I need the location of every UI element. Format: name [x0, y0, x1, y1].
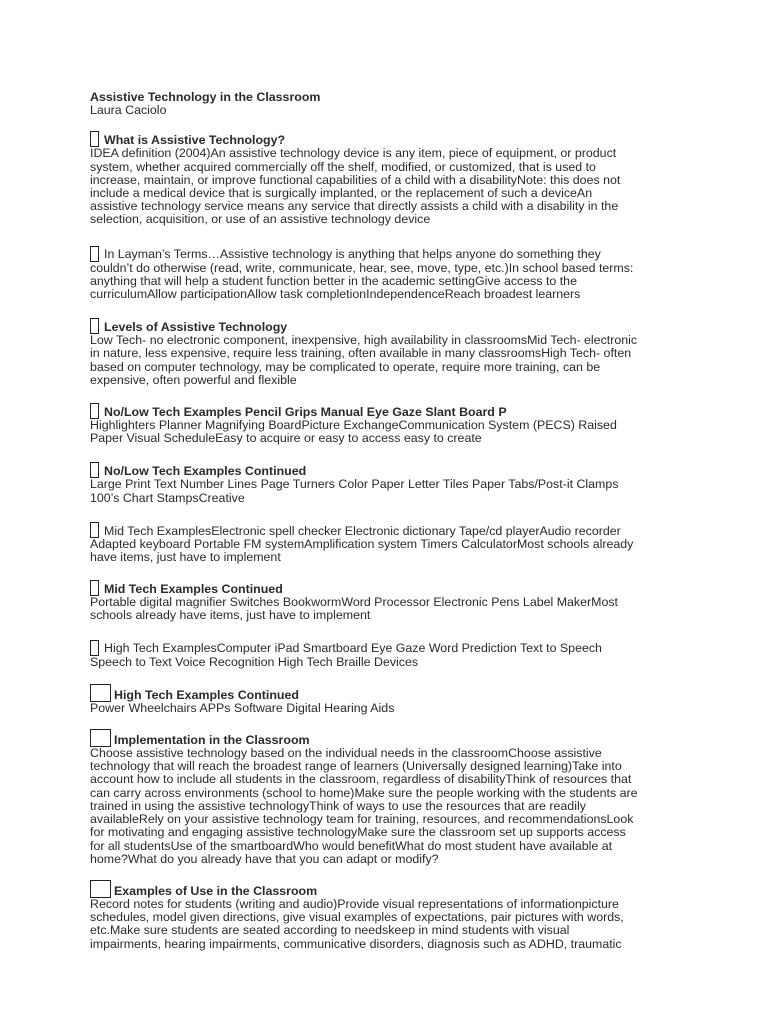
section-mid-examples — [90, 521, 690, 564]
section-body: Large Print Text Number Lines Page Turners Color Paper Letter Tiles Paper Tabs/Post-it Clamps 100’s Chart StampsCreative — [90, 477, 619, 505]
section-body: Portable digital magnifier Switches BookwormWord Processor Electronic Pens Label MakerMost schools already have items, just have to implement — [90, 595, 618, 623]
checkbox-placeholder-icon — [90, 880, 111, 898]
section-heading: Examples of Use in the Classroom — [114, 883, 318, 898]
checkbox-placeholder-icon — [90, 318, 99, 334]
section-heading: What is Assistive Technology? — [104, 133, 286, 148]
section-nolow-examples — [90, 402, 690, 445]
checkbox-placeholder-icon — [90, 729, 111, 747]
section-body: Low Tech- no electronic component, inexpensive, high availability in classroomsMid Tech- electronic in nature, less expensive, require less training, often available in many classroomsHigh Tech- often based on computer technology, may be complicated to operate, require more training, can be expensive, often powerful and flexible — [90, 333, 638, 387]
section-heading: No/Low Tech Examples Continued — [104, 464, 307, 479]
section-high-examples — [90, 639, 690, 669]
section-what-is-at — [90, 130, 690, 226]
section-laymans-terms — [90, 245, 690, 302]
section-heading: No/Low Tech Examples Pencil Grips Manual Eye Gaze Slant Board P — [104, 404, 507, 419]
section-examples-of-use — [90, 880, 690, 951]
section-high-continued — [90, 684, 690, 715]
section-body: IDEA definition (2004)An assistive technology device is any item, piece of equipment, or product system, whether acquired commercially off the shelf, modified, or customized, that is used to increase, maintain, or improve functional capabilities of a child with a disabilityNote: this does not include a medical device that is surgically implanted, or the replacement of such a deviceAn assistive technology service means any service that directly assists a child with a disability in the selection, acquisition, or use of an assistive technology device — [90, 146, 621, 227]
document-content — [90, 91, 690, 951]
checkbox-placeholder-icon — [90, 246, 99, 262]
section-body: Speech to Text Voice Recognition High Tech Braille Devices — [90, 654, 419, 669]
checkbox-placeholder-icon — [90, 640, 99, 656]
section-heading: Implementation in the Classroom — [114, 732, 310, 747]
section-nolow-continued — [90, 461, 690, 504]
section-body: Highlighters Planner Magnifying BoardPicture ExchangeCommunication System (PECS) Raised Paper Visual ScheduleEasy to acquire or easy to access easy to create — [90, 418, 617, 446]
section-body: Record notes for students (writing and audio)Provide visual representations of informationpicture schedules, model given directions, give visual examples of expectations, pair pictures with words, etc.Make sure students are seated according to needskeep in mind students with visual impairments, hearing impairments, communicative disorders, diagnosis such as ADHD, traumatic — [90, 896, 624, 951]
section-body: Power Wheelchairs APPs Software Digital Hearing Aids — [90, 700, 395, 715]
section-implementation — [90, 729, 690, 866]
section-levels — [90, 317, 690, 387]
section-body: Choose assistive technology based on the individual needs in the classroomChoose assistive technology that will reach the broadest range of learners (Universally designed learning)Take into account how to include all students in the classroom, regardless of disabilityThink of resources that can carry across environments (school to home)Make sure the people working with the students are trained in using the assistive technologyThink of ways to use the resources that are readily availableRely on your assistive technology team for training, resources, and recommendationsLook for motivating and engaging assistive technologyMake sure the classroom set up supports access for all studentsUse of the smartboardWho would benefitWhat do most student have available at home?What do you already have that you can adapt or modify? — [90, 746, 638, 866]
section-heading: High Tech Examples Continued — [114, 687, 299, 702]
checkbox-placeholder-icon — [90, 684, 111, 702]
section-heading: Mid Tech ExamplesElectronic spell checker Electronic dictionary Tape/cd playerAudio recorder — [104, 523, 621, 538]
section-heading: Levels of Assistive Technology — [104, 320, 288, 335]
checkbox-placeholder-icon — [90, 522, 99, 538]
section-mid-continued — [90, 579, 690, 622]
checkbox-placeholder-icon — [90, 580, 99, 596]
checkbox-placeholder-icon — [90, 403, 99, 419]
checkbox-placeholder-icon — [90, 462, 99, 478]
document-author: Laura Caciolo — [90, 103, 167, 118]
checkbox-placeholder-icon — [90, 131, 99, 147]
section-heading: Mid Tech Examples Continued — [104, 582, 283, 597]
document-title: Assistive Technology in the Classroom — [90, 90, 321, 104]
section-heading: In Layman’s Terms…Assistive technology is anything that helps anyone do something they — [104, 247, 601, 262]
section-body: couldn’t do otherwise (read, write, communicate, hear, see, move, type, etc.)In school based terms: anything that will help a student function better in the academic settingGive access to the curriculumAllow participationAllow task completionIndependenceReach broadest learners — [90, 260, 634, 302]
section-heading: High Tech ExamplesComputer iPad Smartboard Eye Gaze Word Prediction Text to Speech — [104, 641, 602, 656]
section-body: Adapted keyboard Portable FM systemAmplification system Timers CalculatorMost schools already have items, just have to implement — [90, 536, 634, 565]
